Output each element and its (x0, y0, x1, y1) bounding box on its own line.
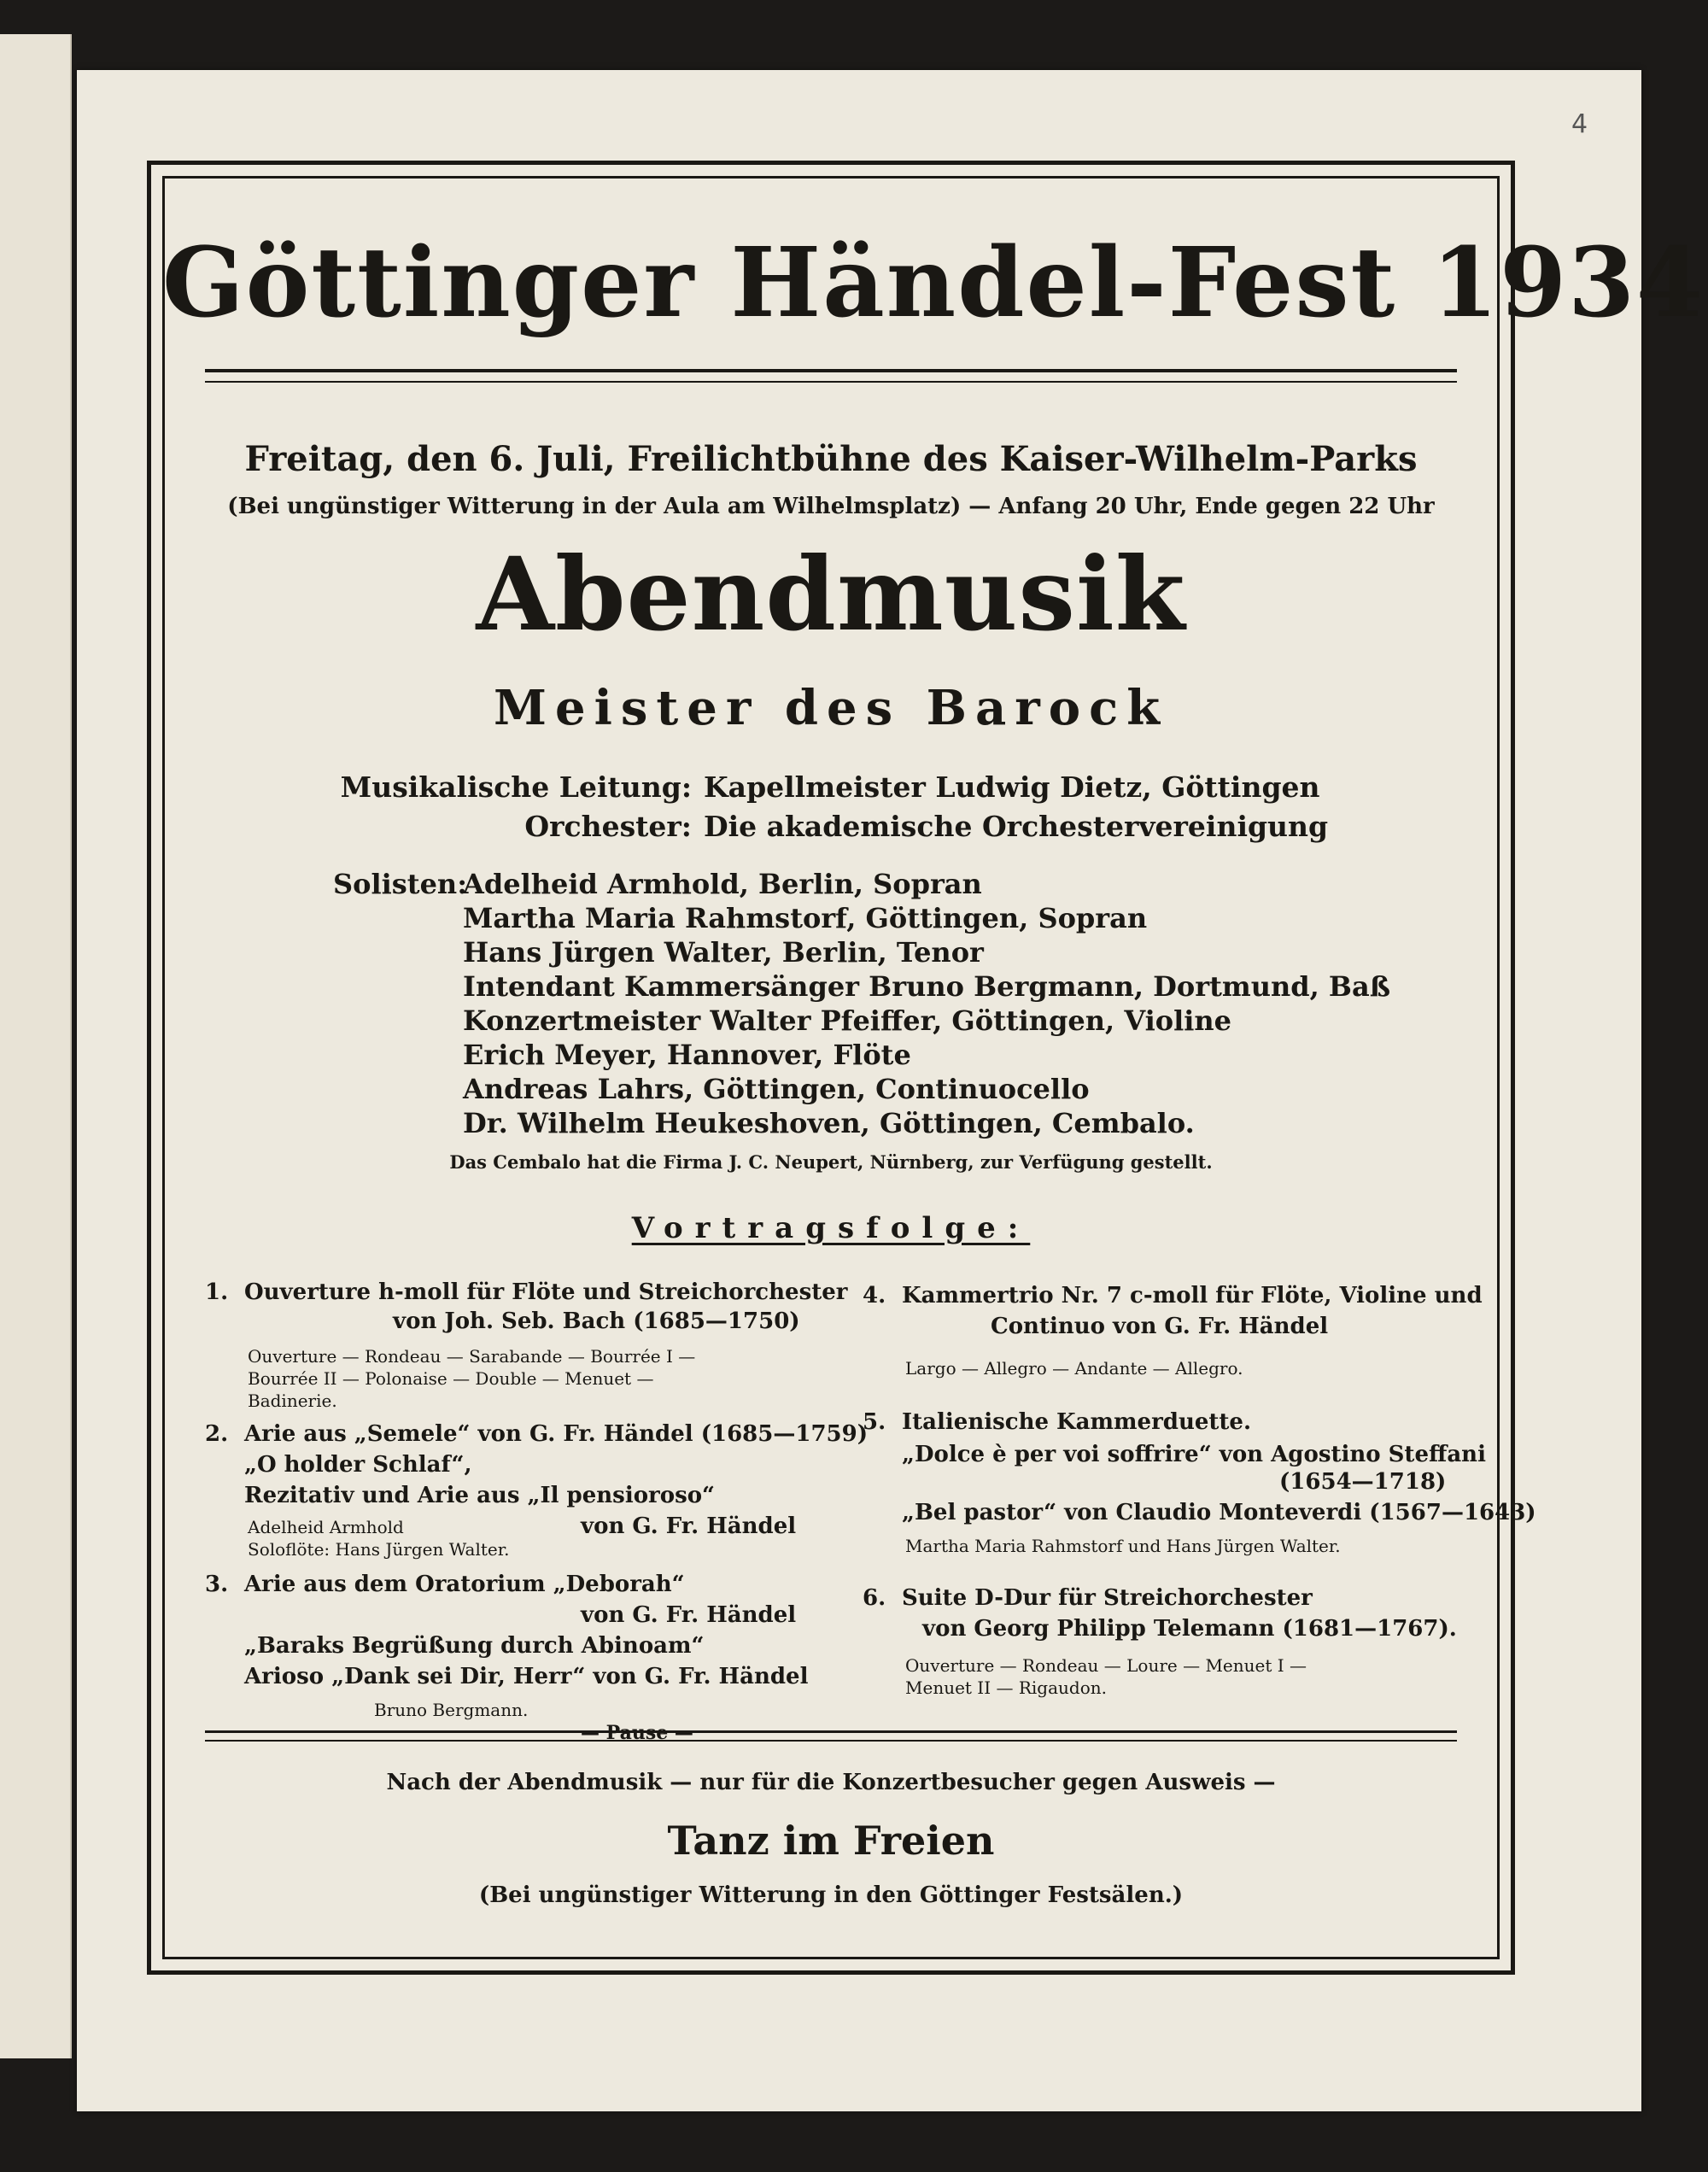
orchester-label: Orchester: (524, 810, 692, 843)
program-detail: Menuet II — Rigaudon. (905, 1677, 1107, 1698)
soloist-item: Erich Meyer, Hannover, Flöte (463, 1039, 911, 1071)
program-line: (1654—1718) (1279, 1469, 1447, 1495)
soloist-item: Dr. Wilhelm Heukeshoven, Göttingen, Cembalo. (463, 1107, 1195, 1139)
concert-title: Abendmusik (476, 535, 1186, 653)
program-line: Arie aus dem Oratorium „Deborah“ (244, 1572, 685, 1597)
program-line: „Baraks Begrüßung durch Abinoam“ (244, 1633, 705, 1659)
program-line: „Dolce è per voi soffrire“ von Agostino Steffani (902, 1442, 1486, 1467)
program-number: 4. (863, 1283, 886, 1308)
program-detail: Martha Maria Rahmstorf und Hans Jürgen Walter. (905, 1536, 1341, 1556)
program-line: Arie aus „Semele“ von G. Fr. Händel (1685—1759) (244, 1421, 869, 1447)
program-line: Suite D-Dur für Streichorchester (902, 1585, 1313, 1611)
leitung-label: Musikalische Leitung: (340, 770, 692, 804)
dance-weather-line: (Bei ungünstiger Witterung in den Göttinger Festsälen.) (478, 1882, 1184, 1908)
soloist-item: Konzertmeister Walter Pfeiffer, Göttingen, Violine (463, 1004, 1232, 1037)
program-detail: Badinerie. (248, 1390, 337, 1411)
program-detail: Ouverture — Rondeau — Loure — Menuet I — (905, 1655, 1307, 1676)
bottom-rule (205, 1730, 1457, 1742)
festival-title: Göttinger Händel-Fest 1934 (162, 227, 1705, 339)
program-number: 6. (863, 1585, 886, 1611)
program-detail: Adelheid Armhold (248, 1517, 404, 1537)
program-line: Italienische Kammerduette. (902, 1409, 1252, 1435)
program-line: Continuo von G. Fr. Händel (991, 1314, 1329, 1339)
concert-subtitle: Meister des Barock (493, 680, 1169, 736)
program-line: von G. Fr. Händel (581, 1602, 797, 1628)
program-line: Rezitativ und Arie aus „Il pensioroso“ (244, 1483, 716, 1508)
program-line: von Joh. Seb. Bach (1685—1750) (393, 1308, 800, 1334)
soloist-item: Adelheid Armhold, Berlin, Sopran (463, 868, 982, 900)
adjacent-page-strip (0, 34, 72, 2058)
program-number: 2. (205, 1421, 229, 1447)
soloist-item: Andreas Lahrs, Göttingen, Continuocello (463, 1073, 1090, 1105)
program-number: 5. (863, 1409, 886, 1435)
program-detail: Largo — Allegro — Andante — Allegro. (905, 1358, 1243, 1379)
program-detail: Bruno Bergmann. (374, 1700, 529, 1720)
leitung-value: Kapellmeister Ludwig Dietz, Göttingen (704, 770, 1320, 804)
program-line: Ouverture h-moll für Flöte und Streichorchester (244, 1279, 848, 1305)
pause-marker (162, 1684, 1500, 1706)
orchester-value: Die akademische Orchestervereinigung (704, 810, 1329, 843)
program-number: 3. (205, 1572, 229, 1597)
after-concert-line: Nach der Abendmusik — nur für die Konzertbesucher gegen Ausweis — (386, 1770, 1276, 1795)
dance-title: Tanz im Freien (667, 1818, 995, 1864)
program-detail: Bourrée II — Polonaise — Double — Menuet — (248, 1368, 654, 1389)
pause-label: — Pause — (581, 1722, 693, 1744)
event-weather-line: (Bei ungünstiger Witterung in der Aula am Wilhelmsplatz) — Anfang 20 Uhr, Ende gegen 22 Uhr (227, 494, 1435, 519)
program-number: 1. (205, 1279, 229, 1305)
program-detail: Ouverture — Rondeau — Sarabande — Bourrée I — (248, 1346, 696, 1367)
soloist-item: Intendant Kammersänger Bruno Bergmann, Dortmund, Baß (463, 970, 1391, 1003)
soloist-item: Hans Jürgen Walter, Berlin, Tenor (463, 936, 984, 969)
program-line: Arioso „Dank sei Dir, Herr“ von G. Fr. Händel (244, 1664, 809, 1689)
event-date-line: Freitag, den 6. Juli, Freilichtbühne des Kaiser-Wilhelm-Parks (244, 439, 1418, 479)
title-rule (205, 369, 1457, 383)
program-content (162, 176, 1705, 1959)
solisten-label: Solisten: (333, 868, 467, 900)
program-line: „Bel pastor“ von Claudio Monteverdi (1567—1643) (902, 1500, 1536, 1525)
cembalo-note: Das Cembalo hat die Firma J. C. Neupert, Nürnberg, zur Verfügung gestellt. (449, 1151, 1213, 1173)
program-detail: Soloflöte: Hans Jürgen Walter. (248, 1539, 510, 1560)
program-line: von Georg Philipp Telemann (1681—1767). (922, 1616, 1457, 1642)
program-line: von G. Fr. Händel (581, 1513, 797, 1539)
soloist-item: Martha Maria Rahmstorf, Göttingen, Sopran (463, 902, 1148, 934)
program-line: „O holder Schlaf“, (244, 1452, 472, 1478)
page-number: 4 (1571, 109, 1588, 139)
vortragsfolge-heading: Vortragsfolge: (631, 1211, 1031, 1245)
program-line: Kammertrio Nr. 7 c-moll für Flöte, Violine und (902, 1283, 1483, 1308)
